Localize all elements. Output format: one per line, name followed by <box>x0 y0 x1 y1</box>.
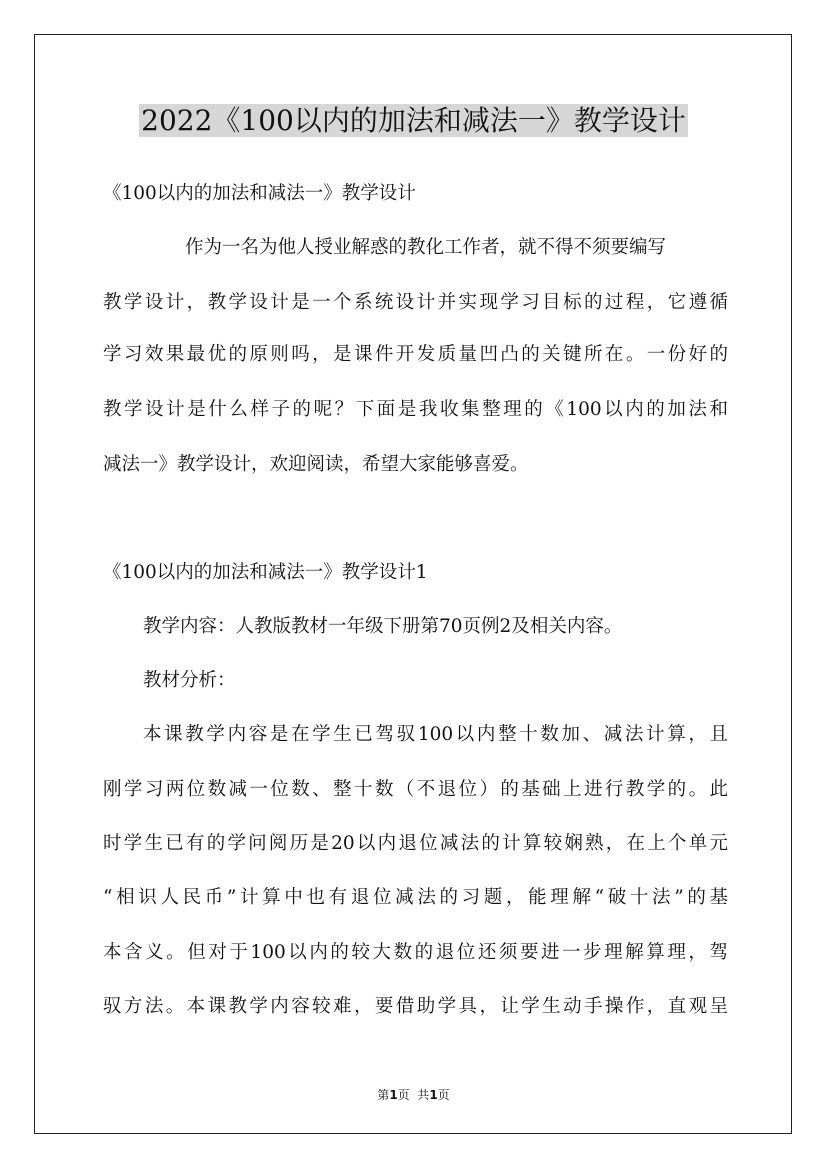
document-title <box>0 98 827 144</box>
intro-line-1: 作为一名为他人授业解惑的教化工作者，就不得不须要编写 <box>185 237 667 258</box>
footer-page-total: 1 <box>429 1088 438 1102</box>
intro-line-5: 减法一》教学设计，欢迎阅读，希望大家能够喜爱。 <box>103 454 529 475</box>
footer-suffix: 页 <box>437 1088 450 1102</box>
analysis-line-3: 时学生已有的学问阅历是20以内退位减法的计算较娴熟，在上个单元 <box>103 833 728 854</box>
intro-line-3: 学习效果最优的原则吗，是课件开发质量凹凸的关键所在。一份好的 <box>103 344 728 365</box>
document-subtitle: 《100以内的加法和减法一》教学设计 <box>103 183 416 204</box>
page-footer <box>0 1086 827 1103</box>
intro-line-2: 教学设计，教学设计是一个系统设计并实现学习目标的过程，它遵循 <box>103 292 728 313</box>
analysis-heading: 教材分析： <box>143 670 236 691</box>
footer-prefix: 第 <box>377 1088 390 1102</box>
footer-mid: 页 共 <box>397 1088 430 1102</box>
analysis-line-1: 本课教学内容是在学生已驾驭100以内整十数加、减法计算，且 <box>143 724 728 745</box>
document-title-text: 2022《100以内的加法和减法一》教学设计 <box>141 104 686 137</box>
analysis-line-4: “相识人民币”计算中也有退位减法的习题，能理解“破十法”的基 <box>103 887 728 908</box>
section-heading: 《100以内的加法和减法一》教学设计1 <box>103 562 428 583</box>
analysis-line-2: 刚学习两位数减一位数、整十数（不退位）的基础上进行教学的。此 <box>103 779 728 800</box>
content-line: 教学内容：人教版教材一年级下册第70页例2及相关内容。 <box>143 616 623 637</box>
intro-line-4: 教学设计是什么样子的呢？下面是我收集整理的《100以内的加法和 <box>103 399 728 420</box>
analysis-line-5: 本含义。但对于100以内的较大数的退位还须要进一步理解算理，驾 <box>103 942 728 963</box>
analysis-line-6: 驭方法。本课教学内容较难，要借助学具，让学生动手操作，直观呈 <box>103 996 728 1017</box>
footer-page-current: 1 <box>389 1088 398 1102</box>
